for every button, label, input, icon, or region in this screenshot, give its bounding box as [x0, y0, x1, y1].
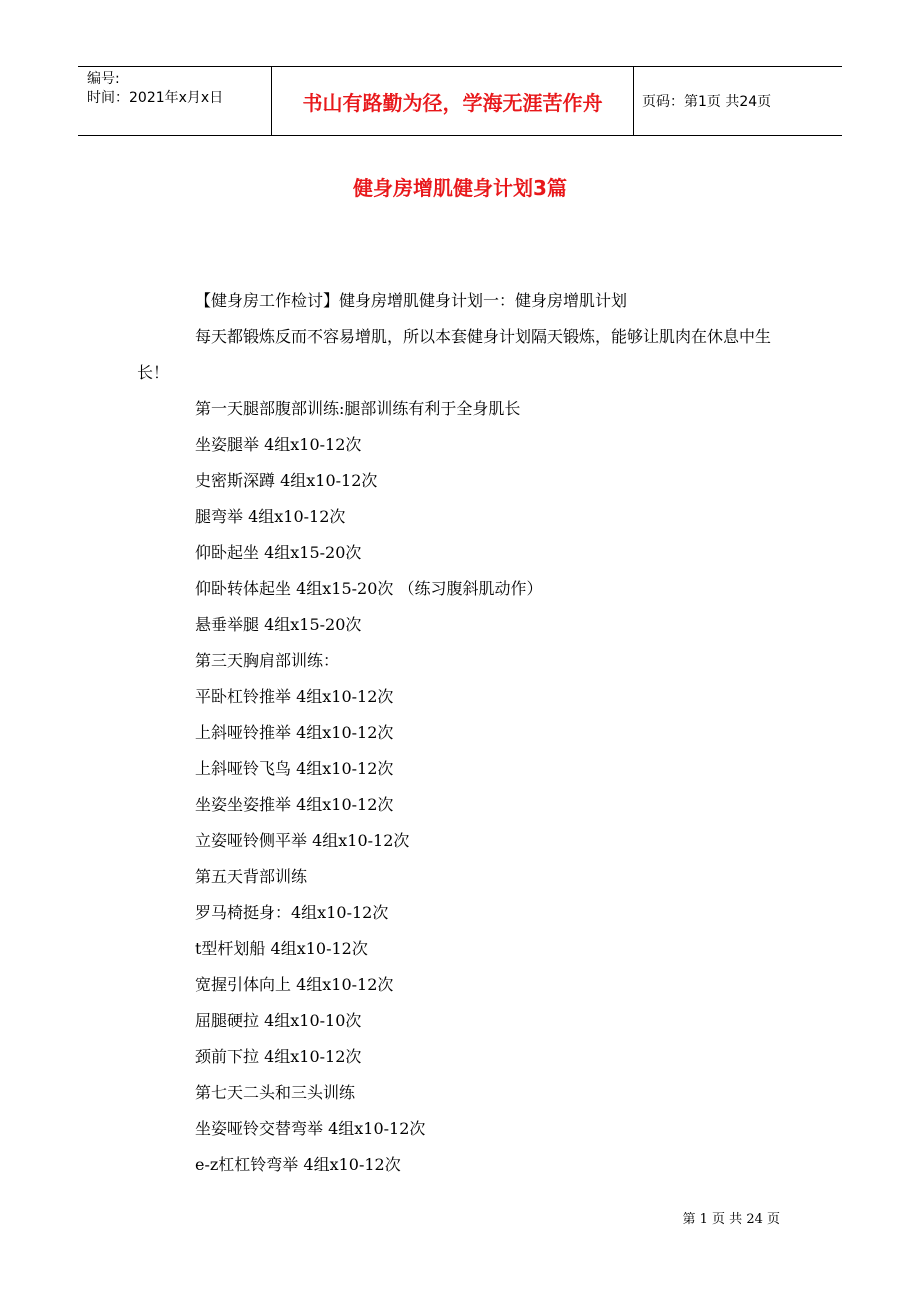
body-paragraph: 坐姿坐姿推举 4组x10-12次 [195, 795, 394, 814]
body-paragraph: 悬垂举腿 4组x15-20次 [195, 615, 362, 634]
body-paragraph: 坐姿腿举 4组x10-12次 [195, 435, 362, 454]
page-label: 页码：第1页 共24页 [642, 94, 772, 110]
body-paragraph: 仰卧转体起坐 4组x15-20次 （练习腹斜肌动作） [195, 579, 543, 598]
time-label: 时间：2021年x月x日 [87, 90, 224, 106]
body-paragraph: 立姿哑铃侧平举 4组x10-12次 [195, 831, 410, 850]
body-paragraph: 史密斯深蹲 4组x10-12次 [195, 471, 378, 490]
body-paragraph: 屈腿硬拉 4组x10-10次 [195, 1011, 362, 1030]
body-paragraph: 颈前下拉 4组x10-12次 [195, 1047, 362, 1066]
body-paragraph: 第五天背部训练 [195, 867, 308, 886]
motto-text: 书山有路勤为径，学海无涯苦作舟 [302, 90, 603, 115]
body-paragraph: 【健身房工作检讨】健身房增肌健身计划一：健身房增肌计划 [195, 291, 628, 310]
body-paragraph: t型杆划船 4组x10-12次 [195, 939, 368, 958]
page-footer: 第 1 页 共 24 页 [682, 1212, 780, 1227]
body-paragraph: 第三天胸肩部训练： [195, 651, 340, 670]
body-paragraph: 平卧杠铃推举 4组x10-12次 [195, 687, 394, 706]
body-paragraph: 每天都锻炼反而不容易增肌，所以本套健身计划隔天锻炼，能够让肌肉在休息中生长！ [137, 327, 772, 382]
body-paragraph: 腿弯举 4组x10-12次 [195, 507, 346, 526]
document-title: 健身房增肌健身计划3篇 [353, 176, 567, 200]
body-paragraph: 第一天腿部腹部训练:腿部训练有利于全身肌长 [195, 399, 521, 418]
header-page-cell [634, 67, 842, 135]
header-motto-cell [272, 67, 634, 135]
number-label: 编号: [87, 71, 120, 87]
body-paragraph: 第七天二头和三头训练 [195, 1083, 356, 1102]
body-paragraph: 宽握引体向上 4组x10-12次 [195, 975, 394, 994]
header-table [78, 66, 842, 136]
document-body [137, 283, 787, 1183]
body-paragraph: 坐姿哑铃交替弯举 4组x10-12次 [195, 1119, 426, 1138]
body-paragraph: 罗马椅挺身：4组x10-12次 [195, 903, 389, 922]
body-paragraph: e-z杠杠铃弯举 4组x10-12次 [195, 1155, 401, 1174]
body-paragraph: 上斜哑铃飞鸟 4组x10-12次 [195, 759, 394, 778]
body-paragraph: 仰卧起坐 4组x15-20次 [195, 543, 362, 562]
body-paragraph: 上斜哑铃推举 4组x10-12次 [195, 723, 394, 742]
header-info-cell [78, 67, 272, 135]
